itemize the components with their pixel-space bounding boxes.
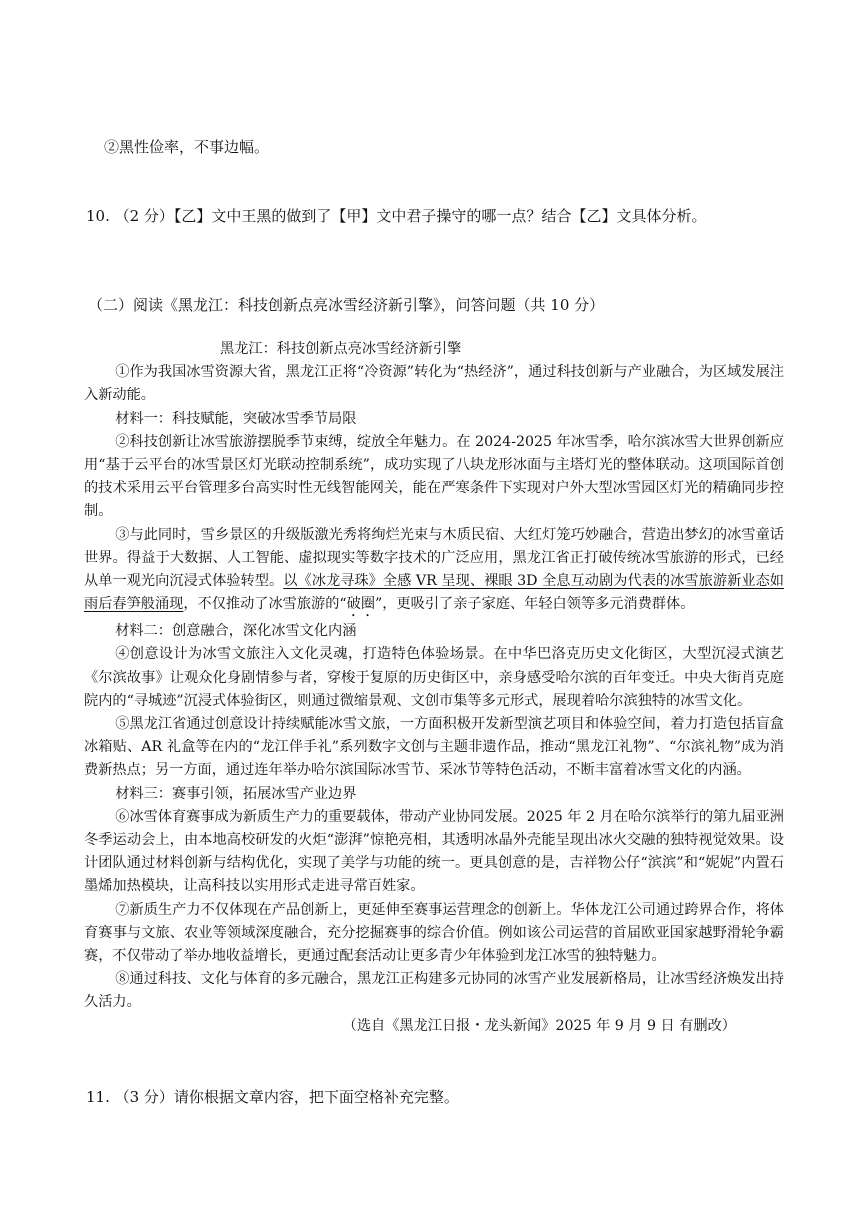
paragraph-5: ⑤黑龙江省通过创意设计持续赋能冰雪文旅，一方面积极开发新型演艺项目和体验空间，着力打造包括盲盒冰箱贴、AR 礼盒等在内的“龙江伴手礼”系列数字文创与主题非遗作品，推动“黑龙江礼物”、“尔滨礼物”成为消费新热点；另一方面，通过连年举办哈尔滨国际冰雪节、采冰节等特色活动，不断丰富着冰雪文化的内涵。 bbox=[84, 716, 784, 779]
article-source: （选自《黑龙江日报・龙头新闻》2025 年 9 月 9 日 有删改） bbox=[342, 1017, 736, 1034]
paragraph-3-text: ③与此同时，雪乡景区的升级版激光秀将绚烂光束与木质民宿、大红灯笼巧妙融合，营造出梦幻的冰雪童话世界。得益于大数据、人工智能、虚拟现实等数字技术的广泛应用，黑龙江省正打破传统冰雪旅游的形式，已经从单一观光向沉浸式体验转型。 bbox=[84, 526, 784, 590]
paragraph-3 bbox=[84, 524, 784, 621]
question-11: 11. （3 分）请你根据文章内容，把下面空格补充完整。 bbox=[86, 1088, 459, 1106]
article bbox=[84, 338, 784, 1038]
paragraph-3-text-3: ”，更吸引了亲子家庭、年轻白领等多元消费群体。 bbox=[375, 596, 695, 613]
quoted-sentence: ②黑性俭率，不事边幅。 bbox=[104, 138, 270, 156]
paragraph-2: ②科技创新让冰雪旅游摆脱季节束缚，绽放全年魅力。在 2024-2025 年冰雪季，哈尔滨冰雪大世界创新应用“基于云平台的冰雪景区灯光联动控制系统”，成功实现了八块龙形冰面与主塔灯光的整体联动。这项国际首创的技术采用云平台管理多台高实时性无线智能网关，能在严寒条件下实现对户外大型冰雪园区灯光的精确同步控制。 bbox=[84, 433, 784, 520]
paragraph-7: ⑦新质生产力不仅体现在产品创新上，更延伸至赛事运营理念的创新上。华体龙江公司通过跨界合作，将体育赛事与文旅、农业等领域深度融合，充分挖掘赛事的综合价值。例如该公司运营的首届欧亚国家越野滑轮争霸赛，不仅带动了举办地收益增长，更通过配套活动让更多青少年体验到龙江冰雪的独特魅力。 bbox=[84, 901, 784, 965]
material-1-heading: 材料一：科技赋能，突破冰雪季节局限 bbox=[115, 410, 357, 427]
emphasized-word: 破圈 bbox=[346, 596, 376, 613]
article-title: 黑龙江：科技创新点亮冰雪经济新引擎 bbox=[220, 341, 462, 357]
paragraph-8: ⑧通过科技、文化与体育的多元融合，黑龙江正构建多元协同的冰雪产业发展新格局，让冰雪经济焕发出持久活力。 bbox=[84, 971, 784, 1011]
material-3-heading: 材料三：赛事引领，拓展冰雪产业边界 bbox=[115, 785, 357, 802]
material-2-heading: 材料二：创意融合，深化冰雪文化内涵 bbox=[115, 623, 357, 640]
section-heading: （二）阅读《黑龙江：科技创新点亮冰雪经济新引擎》，问答问题（共 10 分） bbox=[88, 296, 605, 314]
underlined-sentence: 以《冰龙寻珠》全感 VR 呈现、裸眼 3D 全息互动剧为代表的冰雪旅游新业态如雨后春笋般涌现 bbox=[84, 573, 784, 613]
paragraph-3-text-2: ，不仅推动了冰雪旅游的“ bbox=[183, 596, 347, 613]
paragraph-4: ④创意设计为冰雪文旅注入文化灵魂，打造特色体验场景。在中华巴洛克历史文化街区，大型沉浸式演艺《尔滨故事》让观众化身剧情参与者，穿梭于复原的历史街区中，亲身感受哈尔滨的百年变迁。中央大街肖克庭院内的“寻城迹”沉浸式体验街区，则通过微缩景观、文创市集等多元形式，展现着哈尔滨独特的冰雪文化。 bbox=[84, 646, 784, 709]
paragraph-1: ①作为我国冰雪资源大省，黑龙江正将“冷资源”转化为“热经济”，通过科技创新与产业融合，为区域发展注入新动能。 bbox=[84, 364, 784, 404]
paragraph-6: ⑥冰雪体育赛事成为新质生产力的重要载体，带动产业协同发展。2025 年 2 月在哈尔滨举行的第九届亚洲冬季运动会上，由本地高校研发的火炬“澎湃”惊艳亮相，其透明冰晶外壳能呈现出冰火交融的独特视觉效果。设计团队通过材料创新与结构优化，实现了美学与功能的统一。更具创意的是，吉祥物公仔“滨滨”和“妮妮”内置石墨烯加热模块，让高科技以实用形式走进寻常百姓家。 bbox=[84, 808, 784, 895]
question-10: 10. （2 分）【乙】文中王黑的做到了【甲】文中君子操守的哪一点？结合【乙】文具体分析。 bbox=[86, 207, 707, 225]
